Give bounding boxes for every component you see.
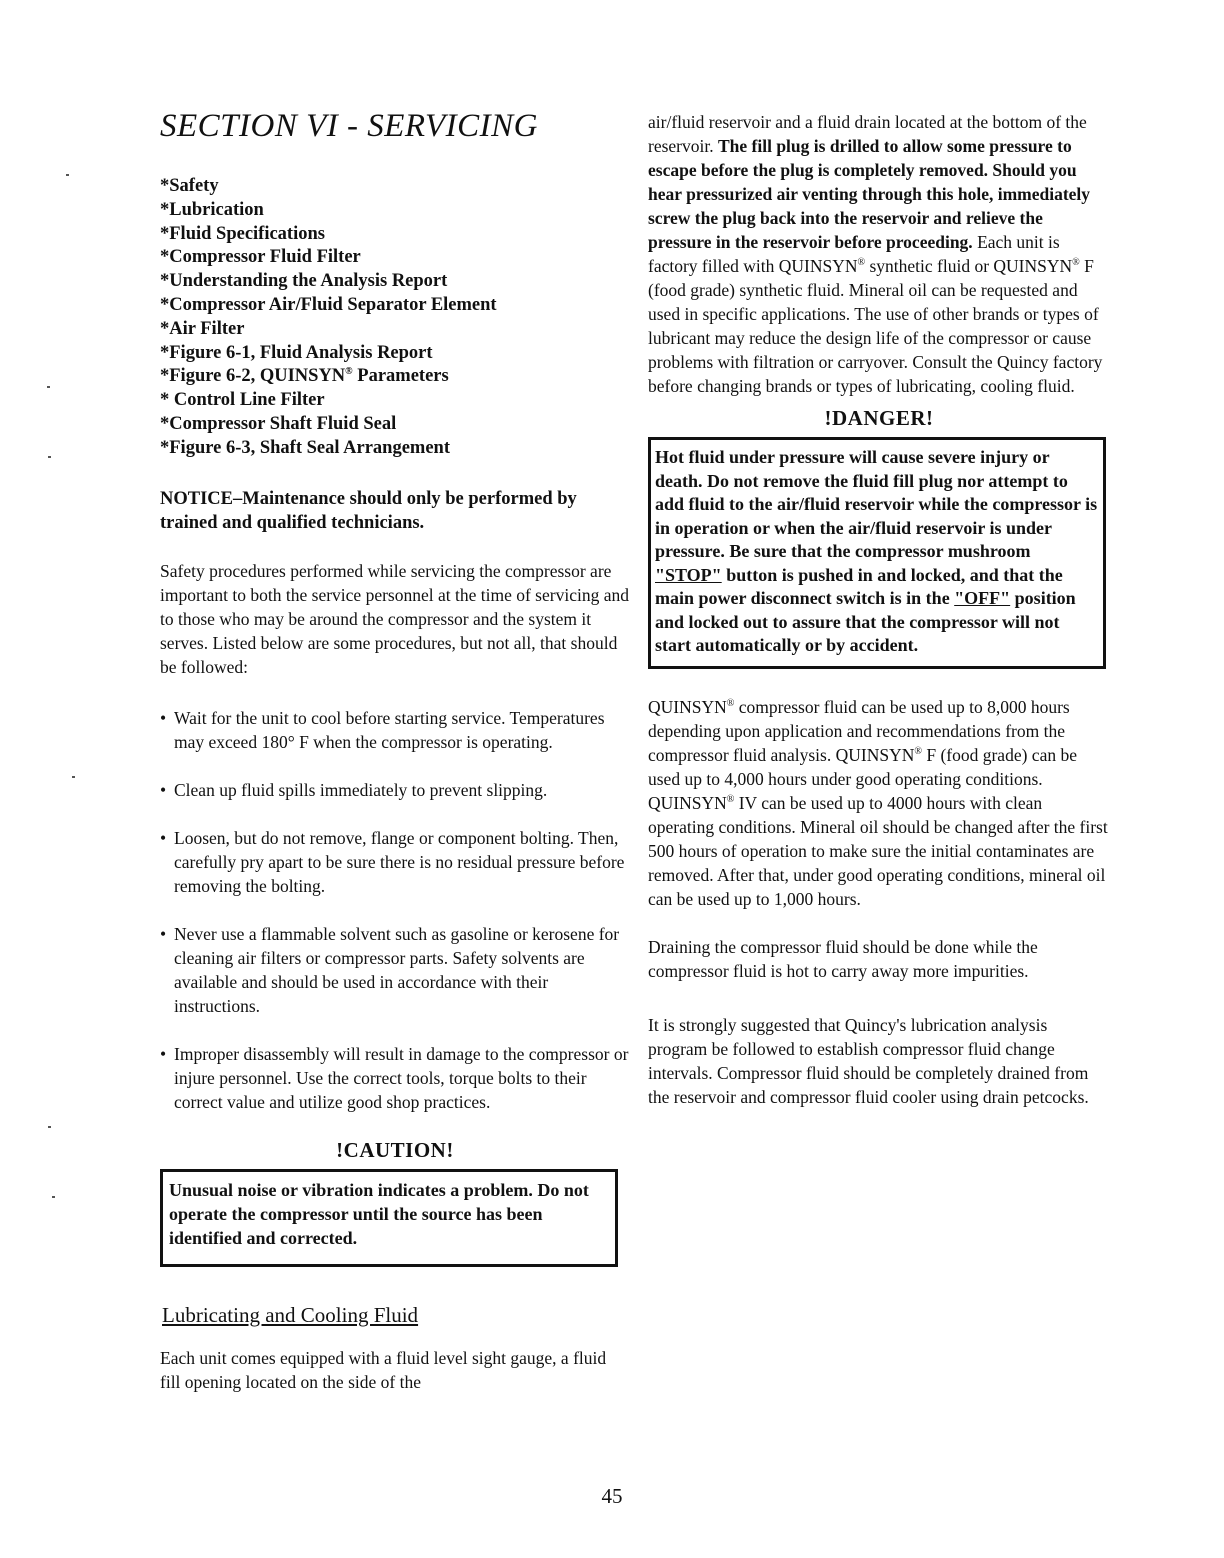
lubrication-text: Each unit is factory filled with QUINSYN <box>648 232 1060 276</box>
registered-mark: ® <box>1072 257 1080 269</box>
contents-item-text: *Figure 6-2, QUINSYN <box>160 366 346 387</box>
bullet-mark: • <box>160 827 167 848</box>
scan-speck <box>72 776 75 778</box>
contents-item: *Compressor Fluid Filter <box>160 247 361 268</box>
bullet-mark: • <box>160 707 167 728</box>
stop-label: "STOP" <box>655 564 722 585</box>
fluid-life-text: compressor fluid can be used up to 8,000 hours depending upon application and recommendations from the compressor fluid analysis. QUINSYN <box>648 696 1070 765</box>
maintenance-notice: NOTICE–Maintenance should only be performed by trained and qualified technicians. <box>160 488 577 533</box>
contents-item: *Compressor Air/Fluid Separator Element <box>160 294 497 315</box>
contents-item: *Safety <box>160 176 219 196</box>
contents-item: *Understanding the Analysis Report <box>160 271 448 292</box>
section-contents-list <box>160 175 630 461</box>
safety-bullet-text: Never use a flammable solvent such as gasoline or kerosene for cleaning air filters or compressor parts. Safety solvents are available and should be used in accordance with their instructions. <box>174 923 620 1016</box>
contents-item: *Lubrication <box>160 199 264 220</box>
scan-speck <box>47 386 50 388</box>
danger-text: Hot fluid under pressure will cause severe injury or death. Do not remove the fluid fill plug nor attempt to add fluid to the air/fluid reservoir while the compressor is in operation or when the air/fluid reservoir is under pressure. Be sure that the compressor mushroom <box>655 447 1098 561</box>
registered-mark: ® <box>726 793 735 805</box>
safety-bullet-text: Loosen, but do not remove, flange or component bolting. Then, carefully pry apart to be sure there is no residual pressure before removing the bolting. <box>174 827 625 896</box>
bullet-mark: • <box>160 779 167 800</box>
scan-speck <box>66 174 69 176</box>
registered-mark: ® <box>857 257 866 269</box>
safety-bullet <box>160 826 630 898</box>
caution-heading: !CAUTION! <box>336 1137 454 1162</box>
bullet-mark: • <box>160 923 167 944</box>
contents-item: *Air Filter <box>160 318 245 339</box>
off-label: "OFF" <box>954 588 1011 608</box>
lubrication-text: F (food grade) synthetic fluid. Mineral oil can be requested and used in specific applications. The use of other brands or types of lubricant may reduce the design life of the compressor or cause problems with filtration or carryover. Consult the Quincy factory before changing brands or types of lubricating, cooling fluid. <box>648 256 1103 396</box>
contents-item-text: Parameters <box>352 366 449 387</box>
safety-bullet-text: Wait for the unit to cool before starting service. Temperatures may exceed 180° F when the compressor is operating. <box>174 707 605 752</box>
section-title: SECTION VI - SERVICING <box>160 108 538 144</box>
fluid-life-paragraph <box>648 695 1110 911</box>
lubrication-heading: Lubricating and Cooling Fluid <box>162 1302 419 1327</box>
bullet-mark: • <box>160 1043 167 1064</box>
safety-bullet <box>160 922 630 1018</box>
lubrication-text: synthetic fluid or QUINSYN <box>865 256 1073 276</box>
left-column <box>160 108 630 1394</box>
safety-bullet <box>160 778 630 802</box>
danger-text: button is pushed in and locked, and that the main power disconnect switch is in the <box>655 564 1063 608</box>
safety-bullet-text: Improper disassembly will result in damage to the compressor or injure personnel. Use the correct tools, torque bolts to their correct value and utilize good shop practices. <box>174 1043 629 1112</box>
fluid-life-text: QUINSYN <box>648 696 727 717</box>
right-column <box>648 110 1110 1109</box>
scan-speck <box>48 456 51 458</box>
fill-plug-warning: The fill plug is drilled to allow some pressure to escape before the plug is completely removed. Should you hear pressurized air venting through this hole, immediately screw the plug back into the reservoir and relieve the pressure in the reservoir before proceeding. <box>648 136 1091 252</box>
safety-bullet <box>160 1042 630 1114</box>
safety-procedures-list <box>160 706 630 1114</box>
page-number: 45 <box>601 1484 623 1508</box>
danger-box <box>648 437 1106 669</box>
safety-bullet <box>160 706 630 754</box>
lubrication-intro: Each unit comes equipped with a fluid level sight gauge, a fluid fill opening located on the side of the <box>160 1347 607 1392</box>
lubrication-continued <box>648 110 1110 398</box>
registered-mark: ® <box>726 697 735 709</box>
fluid-life-text: IV can be used up to 4000 hours with clean operating conditions. Mineral oil should be changed after the first 500 hours of operation to make sure the initial contaminates are removed. After that, under good operating conditions, mineral oil can be used up to 1,000 hours. <box>648 792 1108 909</box>
caution-box: Unusual noise or vibration indicates a problem. Do not operate the compressor until the source has been identified and corrected. <box>160 1169 618 1267</box>
contents-item: *Fluid Specifications <box>160 223 325 244</box>
registered-mark: ® <box>345 366 353 378</box>
safety-intro-paragraph: Safety procedures performed while servicing the compressor are important to both the service personnel at the time of servicing and to those who may be around the compressor and the system it serves. Listed below are some procedures, but not all, that should be followed: <box>160 560 629 677</box>
contents-item: *Figure 6-3, Shaft Seal Arrangement <box>160 437 450 458</box>
lubrication-text: air/fluid reservoir and a fluid drain located at the bottom of the reservoir. <box>648 112 1087 156</box>
registered-mark: ® <box>914 745 922 757</box>
safety-bullet-text: Clean up fluid spills immediately to prevent slipping. <box>174 779 548 800</box>
contents-item: *Figure 6-1, Fluid Analysis Report <box>160 342 433 363</box>
contents-item: *Compressor Shaft Fluid Seal <box>160 413 397 434</box>
draining-paragraph: Draining the compressor fluid should be done while the compressor fluid is hot to carry away more impurities. <box>648 936 1038 981</box>
scan-speck <box>48 1126 51 1128</box>
fluid-life-text: F (food grade) can be used up to 4,000 hours under good operating conditions. QUINSYN <box>648 744 1077 813</box>
danger-text: position and locked out to assure that the compressor will not start automatically or by accident. <box>655 588 1076 655</box>
contents-item: * Control Line Filter <box>160 390 325 411</box>
danger-heading: !DANGER! <box>824 406 934 430</box>
contents-item <box>160 365 630 389</box>
analysis-paragraph: It is strongly suggested that Quincy's lubrication analysis program be followed to establish compressor fluid change intervals. Compressor fluid should be completely drained from the reservoir and compressor fluid cooler using drain petcocks. <box>648 1014 1089 1107</box>
scan-speck <box>52 1196 55 1198</box>
